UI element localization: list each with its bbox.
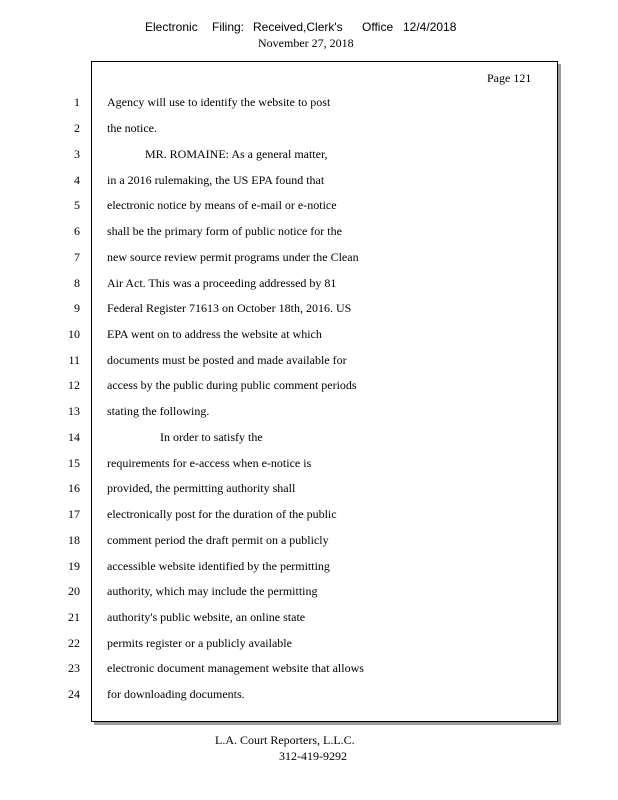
line-text: EPA went on to address the website at which (107, 327, 322, 341)
line-number: 3 (74, 147, 80, 161)
line-text: stating the following. (107, 404, 210, 418)
reporter-phone: 312-419-9292 (279, 749, 347, 763)
line-number: 22 (68, 636, 80, 650)
filing-word-received: Received,Clerk's (253, 20, 343, 34)
line-number: 4 (74, 173, 80, 187)
line-text: in a 2016 rulemaking, the US EPA found that (107, 173, 325, 187)
line-text: the notice. (107, 121, 157, 135)
line-text: Agency will use to identify the website to post (107, 95, 331, 109)
line-number: 10 (68, 327, 80, 341)
line-text: authority, which may include the permitting (107, 584, 318, 598)
line-text: electronically post for the duration of the public (107, 507, 337, 521)
line-text: Air Act. This was a proceeding addressed by 81 (107, 276, 337, 290)
line-text: comment period the draft permit on a publicly (107, 533, 329, 547)
line-number: 15 (68, 456, 80, 470)
line-number: 7 (74, 250, 80, 264)
line-number: 14 (68, 430, 80, 444)
filing-word-office: Office (362, 20, 394, 34)
line-text: documents must be posted and made available for (107, 353, 347, 367)
line-text: requirements for e-access when e-notice is (107, 456, 312, 470)
line-number: 13 (68, 404, 80, 418)
line-text: In order to satisfy the (160, 430, 263, 444)
filing-word-filing: Filing: (212, 20, 245, 34)
line-number: 21 (68, 610, 80, 624)
line-number: 8 (74, 276, 80, 290)
filing-word-electronic: Electronic (145, 20, 198, 34)
line-number: 1 (74, 95, 80, 109)
line-text: provided, the permitting authority shall (107, 481, 296, 495)
line-number: 20 (68, 584, 80, 598)
line-number: 2 (74, 121, 80, 135)
line-number: 24 (68, 687, 80, 701)
line-number: 23 (68, 661, 80, 675)
line-text: electronic notice by means of e-mail or e-notice (107, 198, 337, 212)
hearing-date: November 27, 2018 (258, 36, 354, 50)
line-text: accessible website identified by the permitting (107, 559, 330, 573)
page-number: Page 121 (487, 71, 532, 85)
filing-date: 12/4/2018 (403, 20, 457, 34)
line-number: 5 (74, 198, 80, 212)
line-number: 16 (68, 481, 80, 495)
line-number: 12 (68, 378, 80, 392)
reporter-company: L.A. Court Reporters, L.L.C. (215, 733, 355, 747)
line-text: new source review permit programs under the Clean (107, 250, 359, 264)
line-number: 18 (68, 533, 80, 547)
line-number: 19 (68, 559, 80, 573)
line-text: authority's public website, an online state (107, 610, 306, 624)
line-text: access by the public during public comment periods (107, 378, 357, 392)
line-text: shall be the primary form of public notice for the (107, 224, 342, 238)
line-number: 17 (68, 507, 80, 521)
line-text: electronic document management website that allows (107, 661, 364, 675)
line-text: permits register or a publicly available (107, 636, 292, 650)
line-text: Federal Register 71613 on October 18th, 2016. US (107, 301, 352, 315)
line-number: 6 (74, 224, 80, 238)
line-text: MR. ROMAINE: As a general matter, (145, 147, 328, 161)
line-text: for downloading documents. (107, 687, 245, 701)
line-number: 9 (74, 301, 80, 315)
line-number: 11 (68, 353, 80, 367)
